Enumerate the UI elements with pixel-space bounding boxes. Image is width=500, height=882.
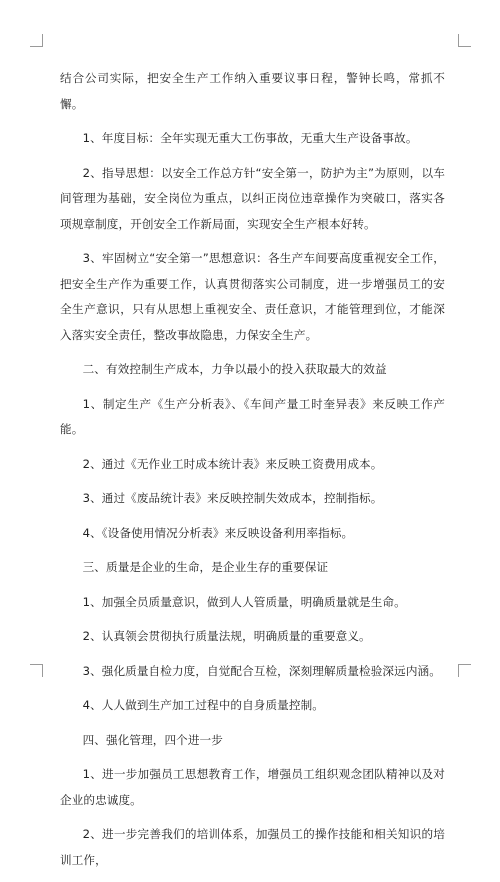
paragraph-cost-item-2: 2、通过《无作业工时成本统计表》来反映工资费用成本。 xyxy=(82,456,383,471)
paragraph-quality-item-2: 2、认真领会贯彻执行质量法规，明确质量的重要意义。 xyxy=(82,629,371,643)
paragraph-intro-continuation: 结合公司实际，把安全生产工作纳入重要议事日程，警钟长鸣，常抓不懈。 xyxy=(60,71,445,111)
paragraph-quality-item-4: 4、人人做到生产加工过程中的自身质量控制。 xyxy=(82,698,324,712)
paragraph-cost-item-4: 4、《设备使用情况分析表》来反映设备利用率指标。 xyxy=(82,525,354,540)
crop-mark-bottom-right xyxy=(458,664,471,677)
document-body xyxy=(60,66,445,882)
paragraph-management-item-1: 1、进一步加强员工思想教育工作，增强员工组织观念团队精神以及对企业的忠诚度。 xyxy=(60,767,445,807)
paragraph-quality-item-3: 3、强化质量自检力度，自觉配合互检，深刻理解质量检验深远内涵。 xyxy=(82,663,441,678)
crop-mark-top-left xyxy=(30,34,43,47)
paragraph-guiding-thought: 2、指导思想：以安全工作总方针“安全第一，防护为主”为原则，以车间管理为基础，安全岗位为重点，以纠正岗位违章操作为突破口，落实各项规章制度，开创安全工作新局面，实现安全生产根本好转。 xyxy=(60,165,445,231)
paragraph-management-item-2: 2、进一步完善我们的培训体系，加强员工的操作技能和相关知识的培训工作， xyxy=(60,827,445,867)
paragraph-cost-item-3: 3、通过《废品统计表》来反映控制失效成本，控制指标。 xyxy=(82,491,383,505)
crop-mark-bottom-left xyxy=(30,664,43,677)
section-heading-quality: 三、质量是企业的生命，是企业生存的重要保证 xyxy=(82,560,329,574)
section-heading-management: 四、强化管理，四个进一步 xyxy=(82,732,223,747)
crop-mark-top-right xyxy=(458,34,471,47)
section-heading-cost-control: 二、有效控制生产成本，力争以最小的投入获取最大的效益 xyxy=(82,362,387,376)
paragraph-cost-item-1: 1、制定生产《生产分析表》、《车间产量工时奎异表》来反映工作产能。 xyxy=(60,396,445,436)
paragraph-safety-awareness: 3、牢固树立“安全第一”思想意识：各生产车间要高度重视安全工作，把安全生产作为重要工作，认真贯彻落实公司制度，进一步增强员工的安全生产意识，只有从思想上重视安全、责任意识，才能管理到位，才能深入落实安全责任，整改事故隐患，力保安全生产。 xyxy=(60,251,445,342)
paragraph-quality-item-1: 1、加强全员质量意识，做到人人管质量，明确质量就是生命。 xyxy=(82,594,406,609)
paragraph-annual-goal: 1、年度目标：全年实现无重大工伤事故，无重大生产设备事故。 xyxy=(82,131,418,145)
